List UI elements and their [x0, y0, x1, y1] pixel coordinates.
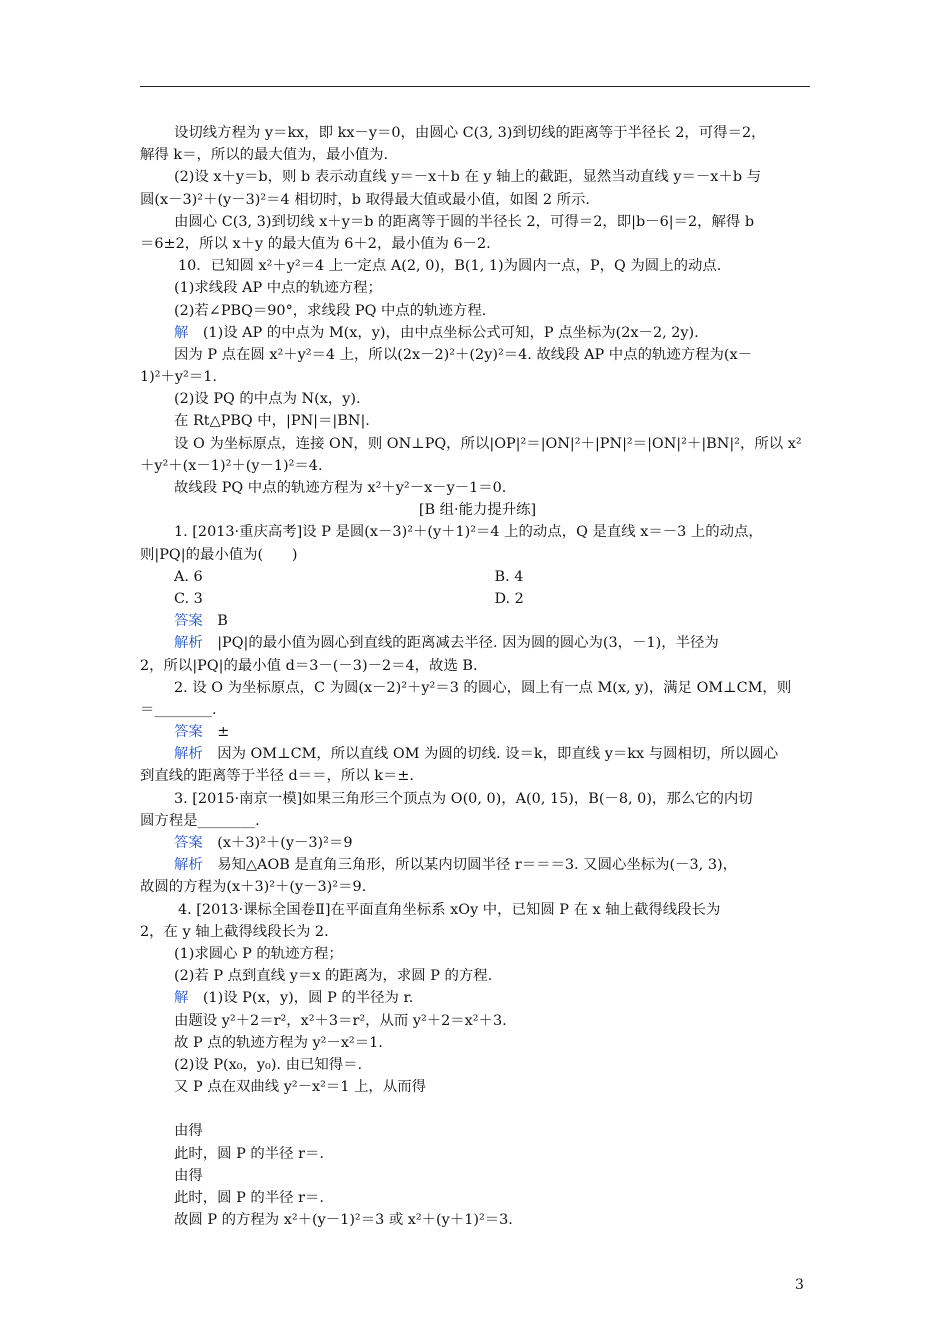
solution-line: 解 (1)设 AP 的中点为 M(x，y)，由中点坐标公式可知，P 点坐标为(2x－2, 2y).	[174, 324, 699, 341]
problem-10: 10．已知圆 x²＋y²＝4 上一定点 A(2, 0)，B(1, 1)为圆内一点，P，Q 为圆上的动点.	[178, 258, 722, 275]
option-a: A. 6	[174, 568, 203, 585]
text-line: 设切线方程为 y＝kx，即 kx－y＝0，由圆心 C(3, 3)到切线的距离等于半径长 2，可得＝2，	[174, 125, 766, 141]
answer-line: 答案 (x＋3)²＋(y－3)²＝9	[174, 835, 353, 852]
section-heading: [B 组·能力提升练]	[418, 502, 537, 519]
answer-line: 答案 ±	[174, 724, 230, 741]
text-line: 则|PQ|的最小值为( )	[140, 546, 298, 563]
analysis-line: 解析 因为 OM⊥CM，所以直线 OM 为圆的切线. 设＝k，即直线 y＝kx 与圆相切，所以圆心	[174, 746, 779, 763]
problem-2: 2. 设 O 为坐标原点，C 为圆(x－2)²＋y²＝3 的圆心，圆上有一点 M(x, y)，满足 OM⊥CM，则	[174, 679, 792, 696]
problem-1: 1. [2013·重庆高考]设 P 是圆(x－3)²＋(y＋1)²＝4 上的动点，Q 是直线 x＝－3 上的动点，	[174, 524, 763, 541]
text-line: 圆(x－3)²＋(y－3)²＝4 相切时，b 取得最大值或最小值，如图 2 所示.	[140, 191, 590, 208]
text-line: 1)²＋y²＝1.	[140, 369, 217, 386]
text-line: 由题设 y²＋2＝r²，x²＋3＝r²，从而 y²＋2＝x²＋3.	[174, 1012, 507, 1029]
text-line: 由得	[174, 1167, 203, 1184]
text-line: 到直线的距离等于半径 d＝＝，所以 k＝±.	[140, 768, 414, 785]
text-line: (1)求线段 AP 中点的轨迹方程；	[174, 280, 382, 297]
text-line: 故圆的方程为(x＋3)²＋(y－3)²＝9.	[140, 879, 367, 896]
text-line: ＝________.	[140, 701, 217, 718]
solution-label: 解	[174, 990, 189, 1007]
text-line: 故线段 PQ 中点的轨迹方程为 x²＋y²－x－y－1＝0.	[174, 480, 507, 496]
text-line: 2，所以|PQ|的最小值 d＝3－(－3)－2＝4，故选 B.	[140, 657, 478, 674]
text-line: (2)设 PQ 的中点为 N(x，y).	[174, 391, 361, 408]
answer-label: 答案	[174, 724, 203, 741]
analysis-line: 解析 易知△AOB 是直角三角形，所以某内切圆半径 r＝＝＝3. 又圆心坐标为(－3, 3)，	[174, 857, 737, 874]
text-line: 圆方程是________.	[140, 812, 260, 829]
text-line: 由圆心 C(3, 3)到切线 x＋y＝b 的距离等于圆的半径长 2，可得＝2，即|b－6|＝2，解得 b	[174, 213, 755, 230]
option-b: B. 4	[494, 568, 524, 585]
text-line: 故圆 P 的方程为 x²＋(y－1)²＝3 或 x²＋(y＋1)²＝3.	[174, 1212, 513, 1229]
analysis-label: 解析	[174, 746, 203, 763]
text-line: ＝6±2，所以 x＋y 的最大值为 6＋2，最小值为 6－2.	[140, 235, 491, 252]
text-line: (2)设 P(x₀，y₀). 由已知得＝.	[174, 1056, 363, 1073]
text-line: (2)若∠PBQ＝90°，求线段 PQ 中点的轨迹方程.	[174, 302, 487, 319]
analysis-label: 解析	[174, 635, 203, 652]
solution-label: 解	[174, 324, 189, 341]
option-d: D. 2	[494, 590, 524, 607]
text-line: ＋y²＋(x－1)²＋(y－1)²＝4.	[140, 457, 323, 474]
text-line: 设 O 为坐标原点，连接 ON，则 ON⊥PQ，所以|OP|²＝|ON|²＋|PN|²＝|ON|²＋|BN|²，所以 x²	[174, 435, 802, 452]
text-line: 又 P 点在双曲线 y²－x²＝1 上，从而得	[174, 1079, 426, 1096]
text-line: 在 Rt△PBQ 中，|PN|＝|BN|.	[174, 413, 370, 430]
text-line: 故 P 点的轨迹方程为 y²－x²＝1.	[174, 1034, 383, 1051]
page-number: 3	[795, 1277, 804, 1293]
options-row	[140, 566, 815, 588]
text-line: (2)若 P 点到直线 y＝x 的距离为，求圆 P 的方程.	[174, 968, 493, 985]
header-rule	[140, 86, 810, 87]
problem-4: 4. [2013·课标全国卷Ⅱ]在平面直角坐标系 xOy 中，已知圆 P 在 x 轴上截得线段长为	[178, 901, 721, 918]
option-c: C. 3	[174, 590, 203, 607]
text-line: 2，在 y 轴上截得线段长为 2.	[140, 923, 329, 940]
analysis-label: 解析	[174, 857, 203, 874]
text-line: 因为 P 点在圆 x²＋y²＝4 上，所以(2x－2)²＋(2y)²＝4. 故线段 AP 中点的轨迹方程为(x－	[174, 346, 753, 363]
answer-line: 答案 B	[174, 613, 228, 630]
solution-line: 解 (1)设 P(x，y)，圆 P 的半径为 r.	[174, 990, 414, 1007]
text-line: (2)设 x＋y＝b，则 b 表示动直线 y＝－x＋b 在 y 轴上的截距，显然当动直线 y＝－x＋b 与	[174, 169, 761, 186]
text-line: 由得	[174, 1123, 203, 1140]
text-line: 此时，圆 P 的半径 r＝.	[174, 1190, 324, 1207]
answer-label: 答案	[174, 613, 203, 630]
problem-3: 3. [2015·南京一模]如果三角形三个顶点为 O(0, 0)，A(0, 15)，B(－8, 0)，那么它的内切	[174, 790, 753, 807]
text-line: (1)求圆心 P 的轨迹方程；	[174, 945, 343, 962]
options-row	[140, 588, 815, 610]
answer-label: 答案	[174, 835, 203, 852]
document-body	[140, 122, 815, 1231]
text-line: 解得 k＝，所以的最大值为，最小值为.	[140, 147, 389, 164]
text-line: 此时，圆 P 的半径 r＝.	[174, 1145, 324, 1162]
analysis-line: 解析 |PQ|的最小值为圆心到直线的距离减去半径. 因为圆的圆心为(3，－1)，半径为	[174, 635, 719, 652]
blank-space	[140, 1098, 815, 1120]
